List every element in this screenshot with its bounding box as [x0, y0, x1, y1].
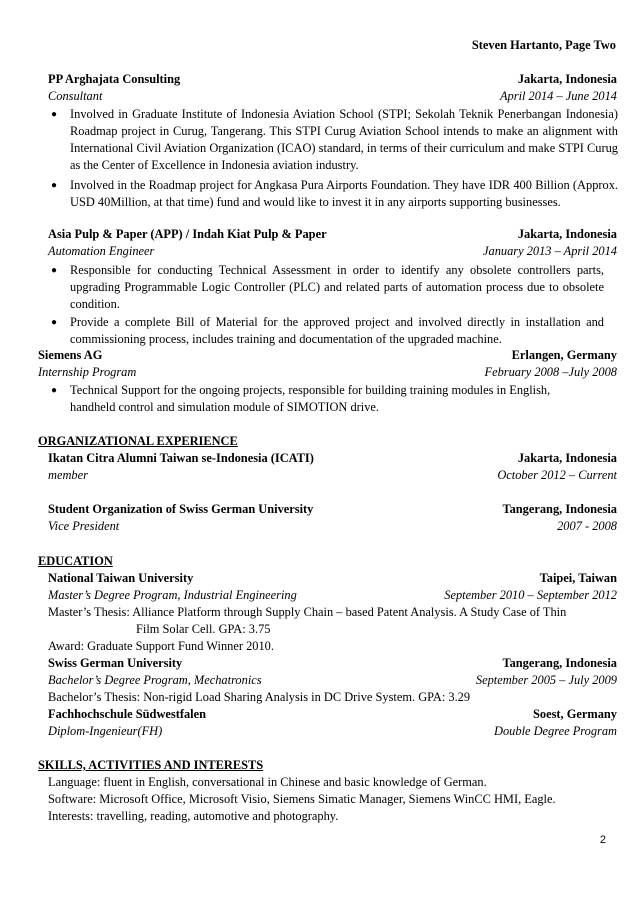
org-name: Ikatan Citra Alumni Taiwan se-Indonesia (ICATI) [48, 451, 314, 465]
page-number: 2 [599, 834, 606, 846]
skills-interests: Interests: travelling, reading, automotive and photography. [48, 809, 339, 823]
thesis-text: Master’s Thesis: Alliance Platform through Supply Chain – based Patent Analysis. A Study Case of Thin [48, 605, 567, 619]
job-title: Automation Engineer [48, 244, 155, 258]
page-header-title: Steven Hartanto, Page Two [471, 38, 616, 52]
degree-name: Diplom-Ingenieur(FH) [48, 724, 163, 738]
skills-language: Language: fluent in English, conversational in Chinese and basic knowledge of German. [48, 775, 487, 789]
thesis-text: Bachelor’s Thesis: Non-rigid Load Sharing Analysis in DC Drive System. GPA: 3.29 [48, 690, 471, 704]
degree-dates: September 2005 – July 2009 [475, 673, 617, 687]
job-dates: February 2008 –July 2008 [484, 365, 617, 379]
degree-dates: September 2010 – September 2012 [444, 588, 617, 602]
company-location: Jakarta, Indonesia [517, 72, 617, 86]
school-name: National Taiwan University [48, 571, 194, 585]
school-location: Taipei, Taiwan [539, 571, 617, 585]
org-name: Student Organization of Swiss German University [48, 502, 314, 516]
bullet-text: Technical Support for the ongoing projects, responsible for building training modules in English, handheld control and simulation module of SIMOTION drive. [70, 383, 551, 415]
org-dates: October 2012 – Current [497, 468, 617, 482]
company-name: Siemens AG [38, 348, 103, 362]
bullet-icon: ● [51, 385, 58, 396]
section-heading: SKILLS, ACTIVITIES AND INTERESTS [38, 758, 264, 772]
school-location: Tangerang, Indonesia [502, 656, 617, 670]
thesis-text-continued: Film Solar Cell. GPA: 3.75 [136, 622, 271, 636]
school-name: Swiss German University [48, 656, 183, 670]
company-name: PP Arghajata Consulting [48, 72, 181, 86]
award-text: Award: Graduate Support Fund Winner 2010. [48, 639, 274, 653]
job-dates: April 2014 – June 2014 [499, 89, 617, 103]
job-dates: January 2013 – April 2014 [483, 244, 617, 258]
bullet-icon: ● [51, 265, 58, 276]
org-location: Jakarta, Indonesia [517, 451, 617, 465]
section-heading: ORGANIZATIONAL EXPERIENCE [38, 434, 238, 448]
bullet-icon: ● [51, 180, 58, 191]
bullet-text: Involved in Graduate Institute of Indonesia Aviation School (STPI; Sekolah Teknik Penerbangan Indonesia) Roadmap project in Curug, Tangerang. This STPI Curug Aviation School intends to make an alignment with International Civil Aviation Organization (ICAO) standard, in terms of their curriculum and make STPI Curug as the Center of Excellence in Indonesia aviation industry. [70, 107, 618, 173]
org-role: member [48, 468, 88, 482]
bullet-text: Involved in the Roadmap project for Angkasa Pura Airports Foundation. They have IDR 400 Billion (Approx. USD 40Million, at that time) fund and would like to invest it in any airports supporting businesses. [70, 178, 618, 210]
company-location: Jakarta, Indonesia [517, 227, 617, 241]
bullet-icon: ● [51, 317, 58, 328]
degree-name: Bachelor’s Degree Program, Mechatronics [48, 673, 262, 687]
skills-software: Software: Microsoft Office, Microsoft Visio, Siemens Simatic Manager, Siemens WinCC HMI, Eagle. [48, 792, 556, 806]
job-title: Internship Program [38, 365, 137, 379]
org-dates: 2007 - 2008 [557, 519, 617, 533]
org-location: Tangerang, Indonesia [502, 502, 617, 516]
org-role: Vice President [48, 519, 120, 533]
bullet-text: Responsible for conducting Technical Assessment in order to identify any obsolete controllers parts, upgrading Programmable Logic Controller (PLC) and related parts of automation process due to obsolete condition. [70, 263, 604, 312]
school-location: Soest, Germany [533, 707, 617, 721]
bullet-icon: ● [51, 109, 58, 120]
job-title: Consultant [48, 89, 103, 103]
degree-name: Master’s Degree Program, Industrial Engineering [48, 588, 297, 602]
section-heading: EDUCATION [38, 554, 113, 568]
degree-note: Double Degree Program [494, 724, 617, 738]
company-location: Erlangen, Germany [511, 348, 617, 362]
school-name: Fachhochschule Südwestfalen [48, 707, 206, 721]
bullet-text: Provide a complete Bill of Material for the approved project and involved directly in installation and commissioning process, includes training and documentation of the upgraded machine. [70, 315, 604, 347]
company-name: Asia Pulp & Paper (APP) / Indah Kiat Pulp & Paper [48, 227, 327, 241]
